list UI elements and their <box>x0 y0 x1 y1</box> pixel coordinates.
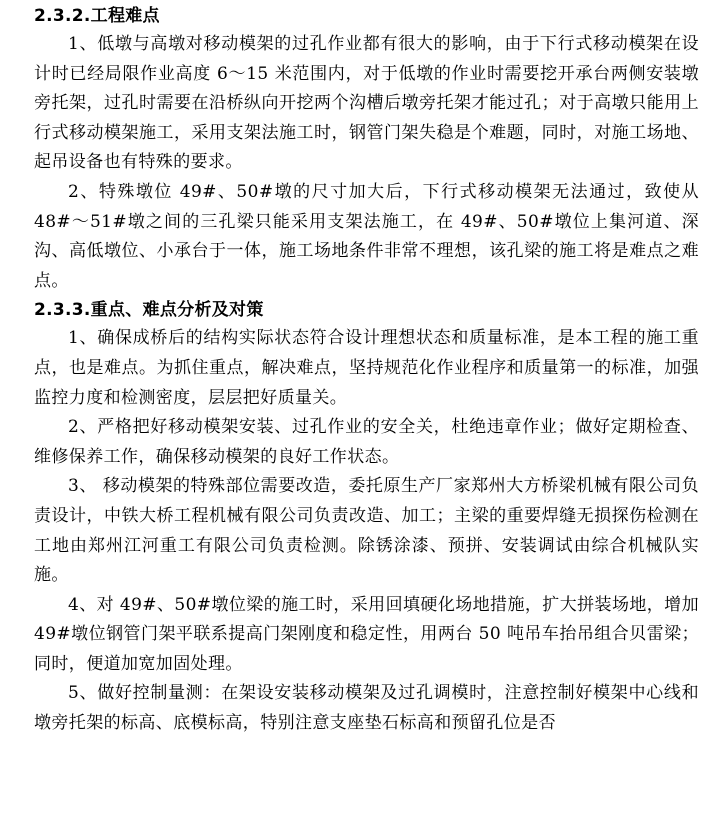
paragraph-measure-5: 5、做好控制量测：在架设安装移动模架及过孔调模时，注意控制好模架中心线和墩旁托架的标高、底模标高，特别注意支座垫石标高和预留孔位是否 <box>34 683 699 734</box>
section-heading-2-3-3: 2.3.3.重点、难点分析及对策 <box>34 300 264 321</box>
paragraph-measure-1: 1、确保成桥后的结构实际状态符合设计理想状态和质量标准，是本工程的施工重点，也是难点。为抓住重点，解决难点，坚持规范化作业程序和质量第一的标准，加强监控力度和检测密度，层层把好质量关。 <box>34 328 699 408</box>
paragraph-measure-3: 3、 移动模架的特殊部位需要改造，委托原生产厂家郑州大方桥梁机械有限公司负责设计，中铁大桥工程机械有限公司负责改造、加工；主梁的重要焊缝无损探伤检测在工地由郑州江河重工有限公司负责检测。除锈涂漆、预拼、安装调试由综合机械队实施。 <box>34 476 699 586</box>
paragraph-measure-4: 4、对 49#、50#墩位梁的施工时，采用回填硬化场地措施，扩大拼装场地，增加 49#墩位钢管门架平联系提高门架刚度和稳定性，用两台 50 吨吊车抬吊组合贝雷梁；同时，便道加宽加固处理。 <box>34 594 699 674</box>
paragraph-difficulty-2: 2、特殊墩位 49#、50#墩的尺寸加大后，下行式移动模架无法通过，致使从 48#～51#墩之间的三孔梁只能采用支架法施工，在 49#、50#墩位上集河道、深沟、高低墩位、小承台于一体，施工场地条件非常不理想，该孔梁的施工将是难点之难点。 <box>34 181 699 291</box>
paragraph-difficulty-1: 1、低墩与高墩对移动模架的过孔作业都有很大的影响，由于下行式移动模架在设计时已经局限作业高度 6～15 米范围内，对于低墩的作业时需要挖开承台两侧安装墩旁托架，过孔时需要在沿桥纵向开挖两个沟槽后墩旁托架才能过孔；对于高墩只能用上行式移动模架施工，采用支架法施工时，钢管门架失稳是个难题，同时，对施工场地、起吊设备也有特殊的要求。 <box>34 34 699 173</box>
section-heading-2-3-2: 2.3.2.工程难点 <box>34 6 160 26</box>
paragraph-measure-2: 2、严格把好移动模架安装、过孔作业的安全关，杜绝违章作业；做好定期检查、维修保养工作，确保移动模架的良好工作状态。 <box>34 417 699 467</box>
